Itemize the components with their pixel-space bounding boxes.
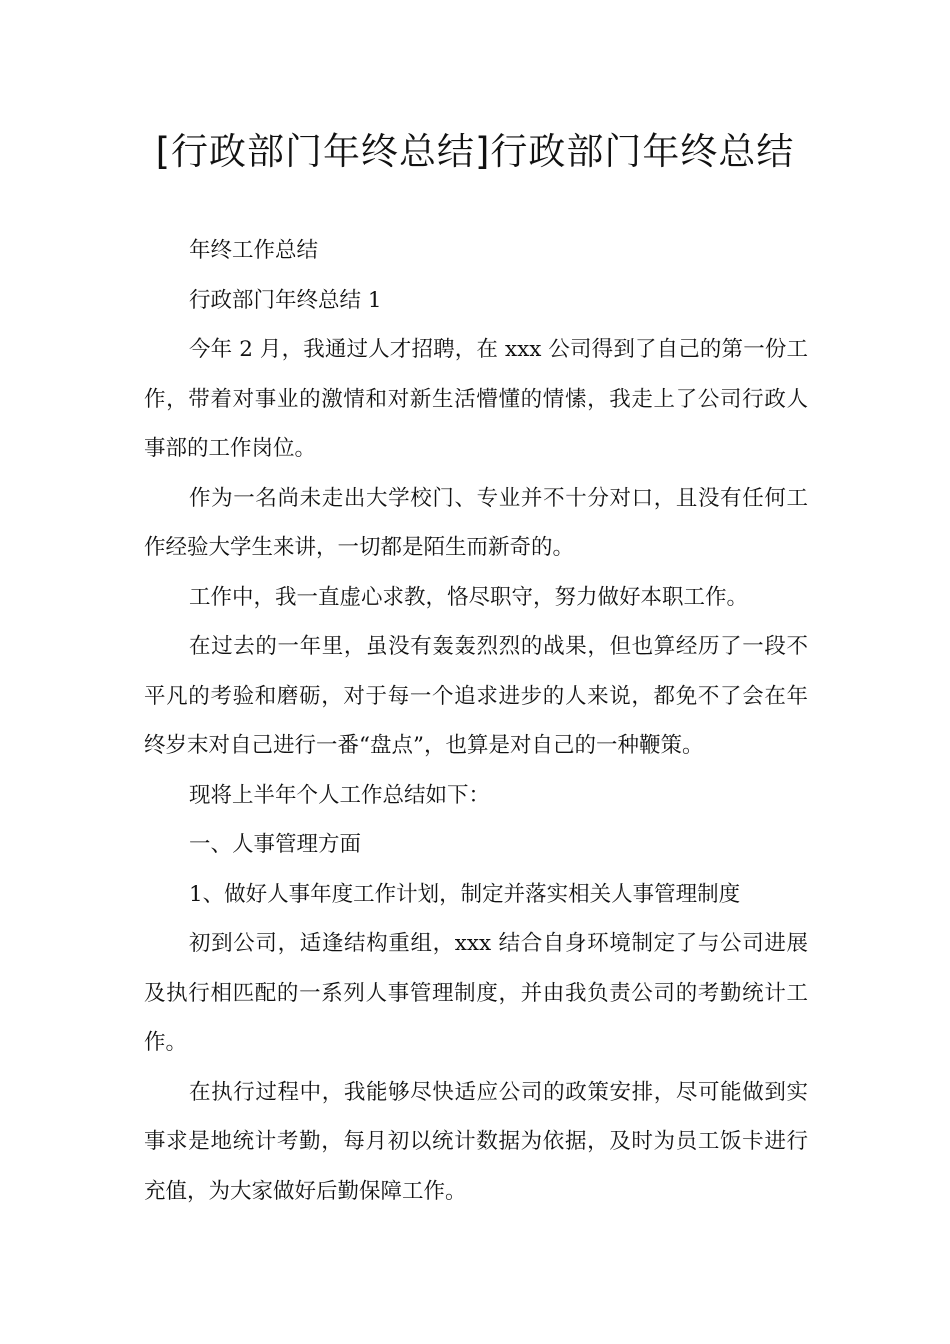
document-body <box>144 226 808 1216</box>
paragraph-heading-annual-summary: 年终工作总结 <box>189 238 319 263</box>
paragraph: 初到公司，适逢结构重组，xxx 结合自身环境制定了与公司进展及执行相匹配的一系列人事管理制度，并由我负责公司的考勤统计工作。 <box>144 931 808 1055</box>
paragraph: 工作中，我一直虚心求教，恪尽职守，努力做好本职工作。 <box>189 584 749 610</box>
paragraph: 今年 2 月，我通过人才招聘，在 xxx 公司得到了自己的第一份工作，带着对事业的激情和对新生活懵懂的情愫，我走上了公司行政人事部的工作岗位。 <box>144 337 808 461</box>
document-title: [行政部门年终总结]行政部门年终总结 <box>155 130 795 173</box>
section-heading-hr-management: 一、人事管理方面 <box>189 832 362 857</box>
paragraph: 在执行过程中，我能够尽快适应公司的政策安排，尽可能做到实事求是地统计考勤，每月初以统计数据为依据，及时为员工饭卡进行充值，为大家做好后勤保障工作。 <box>144 1079 808 1204</box>
paragraph: 在过去的一年里，虽没有轰轰烈烈的战果，但也算经历了一段不平凡的考验和磨砺，对于每一个追求进步的人来说，都免不了会在年终岁末对自己进行一番“盘点”，也算是对自己的一种鞭策。 <box>144 634 808 758</box>
paragraph: 现将上半年个人工作总结如下： <box>189 782 491 808</box>
paragraph-subheading-summary-1: 行政部门年终总结 1 <box>189 287 382 313</box>
paragraph: 作为一名尚未走出大学校门、专业并不十分对口，且没有任何工作经验大学生来讲，一切都是陌生而新奇的。 <box>144 485 808 560</box>
subsection-heading-hr-plan: 1、做好人事年度工作计划，制定并落实相关人事管理制度 <box>189 881 741 907</box>
